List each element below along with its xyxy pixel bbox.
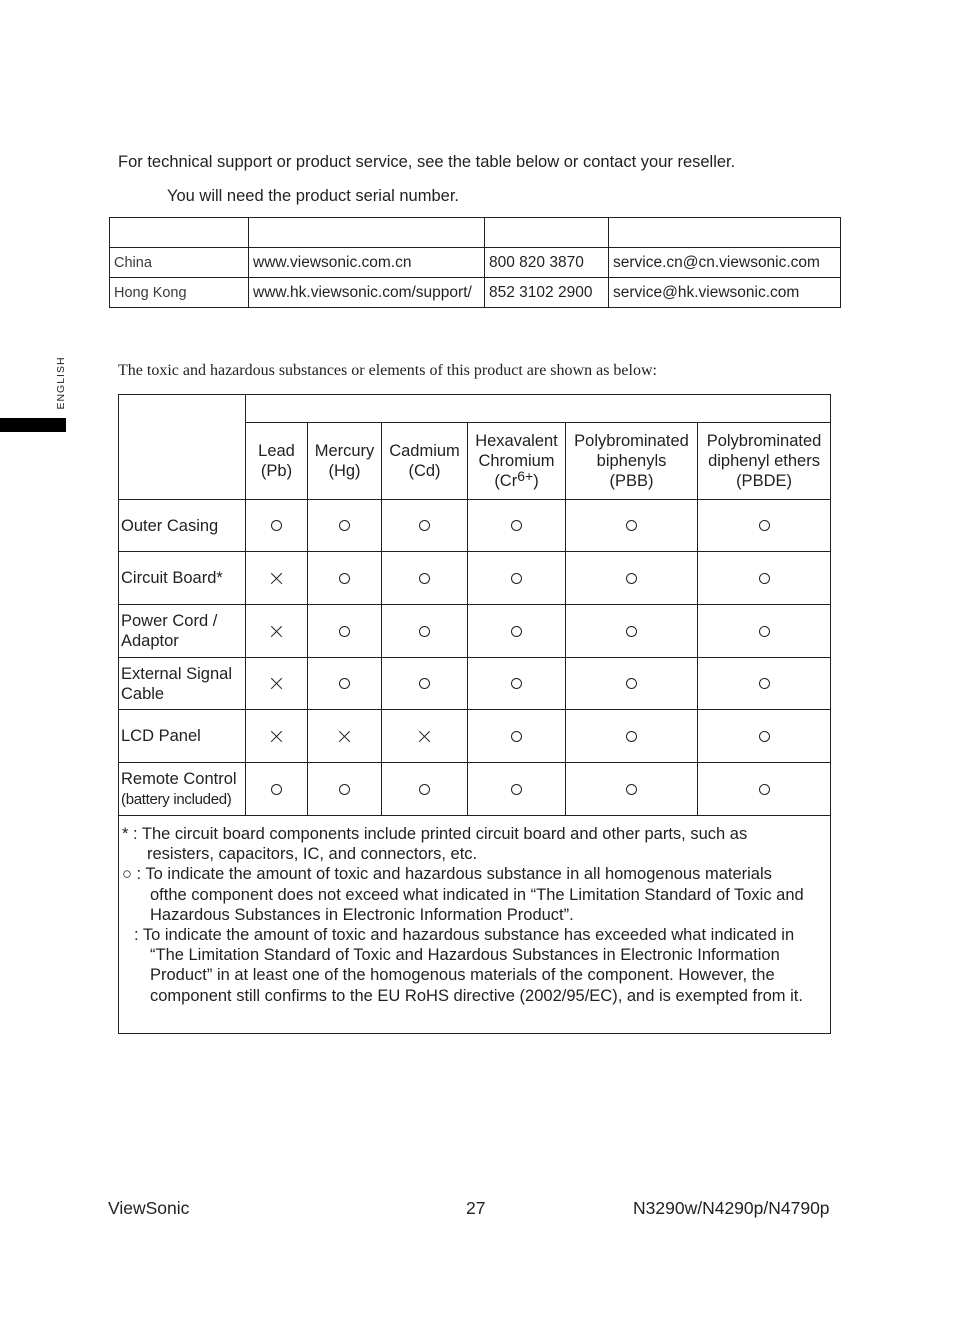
notes-cell (119, 816, 831, 1034)
email-link[interactable]: service@hk.viewsonic.com (609, 278, 841, 308)
circle-icon (419, 520, 430, 531)
circle-icon (759, 731, 770, 742)
table-row (119, 658, 831, 710)
exceeds-limit-cell (246, 710, 308, 763)
circle-icon (759, 573, 770, 584)
exceeds-limit-cell (308, 710, 382, 763)
within-limit-cell (698, 763, 831, 816)
column-header-pbde: Polybrominated diphenyl ethers (PBDE) (698, 423, 831, 500)
circle-icon (511, 784, 522, 795)
circle-icon (626, 626, 637, 637)
within-limit-cell (566, 605, 698, 658)
within-limit-cell (382, 500, 468, 552)
note-cross-line: “The Limitation Standard of Toxic and Hazardous Substances in Electronic Information (150, 946, 780, 965)
within-limit-cell (468, 552, 566, 605)
within-limit-cell (566, 763, 698, 816)
exceeds-limit-cell (246, 552, 308, 605)
within-limit-cell (698, 605, 831, 658)
cross-icon (270, 677, 283, 690)
website-link[interactable]: www.hk.viewsonic.com/support/ (249, 278, 485, 308)
circle-icon (419, 678, 430, 689)
within-limit-cell (468, 500, 566, 552)
within-limit-cell (382, 552, 468, 605)
circle-icon (339, 678, 350, 689)
cross-icon (270, 730, 283, 743)
column-header-lead: Lead (Pb) (246, 423, 308, 500)
within-limit-cell (698, 552, 831, 605)
circle-icon (511, 520, 522, 531)
within-limit-cell (308, 605, 382, 658)
within-limit-cell (698, 500, 831, 552)
within-limit-cell (308, 552, 382, 605)
circle-icon (626, 731, 637, 742)
notes-row (119, 816, 831, 1034)
column-header-mercury: Mercury (Hg) (308, 423, 382, 500)
exceeds-limit-cell (382, 710, 468, 763)
circle-icon (419, 626, 430, 637)
within-limit-cell (382, 658, 468, 710)
circle-icon (271, 784, 282, 795)
substances-group-header (246, 395, 831, 423)
circle-icon (626, 520, 637, 531)
within-limit-cell (468, 605, 566, 658)
language-tab-bar (0, 418, 66, 432)
part-name: Outer Casing (119, 500, 246, 552)
footer-model: N3290w/N4290p/N4790p (633, 1198, 830, 1218)
table-row (110, 248, 841, 278)
within-limit-cell (468, 763, 566, 816)
region-cell: Hong Kong (110, 278, 249, 308)
circle-icon (759, 678, 770, 689)
table-row (119, 763, 831, 816)
part-header-cell (119, 395, 246, 500)
support-header-cell (249, 218, 485, 248)
table-row (119, 552, 831, 605)
table-row (119, 605, 831, 658)
note-circle-line: ofthe component does not exceed what indicated in “The Limitation Standard of Toxic and (150, 885, 804, 904)
circle-icon (419, 573, 430, 584)
note-cross-line: Product” in at least one of the homogenous materials of the component. However, the (150, 966, 775, 985)
exceeds-limit-cell (246, 605, 308, 658)
table-row (110, 278, 841, 308)
part-name: Circuit Board* (119, 552, 246, 605)
within-limit-cell (382, 605, 468, 658)
circle-icon (419, 784, 430, 795)
within-limit-cell (308, 763, 382, 816)
language-tab-label: ENGLISH (55, 356, 67, 410)
support-header-cell (110, 218, 249, 248)
circle-icon (339, 626, 350, 637)
circle-icon (511, 731, 522, 742)
website-link[interactable]: www.viewsonic.com.cn (249, 248, 485, 278)
email-link[interactable]: service.cn@cn.viewsonic.com (609, 248, 841, 278)
circle-icon (759, 784, 770, 795)
cross-icon (270, 572, 283, 585)
within-limit-cell (246, 500, 308, 552)
circle-icon (271, 520, 282, 531)
cross-icon (270, 625, 283, 638)
circle-icon (511, 626, 522, 637)
within-limit-cell (566, 658, 698, 710)
column-header-cadmium: Cadmium (Cd) (382, 423, 468, 500)
support-header-cell (609, 218, 841, 248)
within-limit-cell (566, 710, 698, 763)
circle-icon (759, 520, 770, 531)
cross-icon (418, 730, 431, 743)
exceeds-limit-cell (246, 658, 308, 710)
cross-icon (338, 730, 351, 743)
note-cross-line: : To indicate the amount of toxic and hazardous substance has exceeded what indicated in (134, 926, 795, 945)
table-row (119, 710, 831, 763)
circle-icon (339, 784, 350, 795)
note-circle-line: Hazardous Substances in Electronic Information Product”. (150, 905, 574, 924)
part-name: Power Cord / Adaptor (119, 605, 246, 658)
footer-brand: ViewSonic (108, 1198, 190, 1218)
circle-icon (626, 784, 637, 795)
column-header-pbb: Polybrominated biphenyls (PBB) (566, 423, 698, 500)
support-intro: For technical support or product service, see the table below or contact your reseller. (118, 153, 736, 171)
within-limit-cell (308, 658, 382, 710)
part-name: External Signal Cable (119, 658, 246, 710)
within-limit-cell (308, 500, 382, 552)
support-table-header (110, 218, 841, 248)
within-limit-cell (246, 763, 308, 816)
support-header-cell (485, 218, 609, 248)
circle-icon (339, 573, 350, 584)
circle-icon (511, 678, 522, 689)
substances-intro: The toxic and hazardous substances or elements of this product are shown as below: (118, 362, 657, 379)
part-name: Remote Control (battery included) (119, 763, 246, 816)
within-limit-cell (698, 710, 831, 763)
circle-icon (626, 678, 637, 689)
region-cell: China (110, 248, 249, 278)
note-star-line: resisters, capacitors, IC, and connectors, etc. (147, 845, 478, 864)
within-limit-cell (468, 710, 566, 763)
circle-icon (626, 573, 637, 584)
serial-note: You will need the product serial number. (167, 187, 459, 205)
note-star-line: * : The circuit board components include printed circuit board and other parts, such as (122, 825, 748, 843)
phone-cell: 852 3102 2900 (485, 278, 609, 308)
substances-table (118, 394, 831, 1034)
support-table (109, 217, 841, 308)
footer-page-number: 27 (466, 1198, 486, 1218)
phone-cell: 800 820 3870 (485, 248, 609, 278)
circle-icon (511, 573, 522, 584)
column-header-chromium: Hexavalent Chromium $(Cr^{6+})$ (468, 423, 566, 500)
circle-icon (339, 520, 350, 531)
circle-icon (759, 626, 770, 637)
note-circle-line: ○ : To indicate the amount of toxic and hazardous substance in all homogenous materials (122, 865, 772, 884)
note-cross-line: component still confirms to the EU RoHS directive (2002/95/EC), and is exempted from it. (150, 986, 803, 1005)
within-limit-cell (698, 658, 831, 710)
table-row (119, 500, 831, 552)
substances-header-top (119, 395, 831, 423)
within-limit-cell (566, 500, 698, 552)
within-limit-cell (382, 763, 468, 816)
within-limit-cell (468, 658, 566, 710)
part-name: LCD Panel (119, 710, 246, 763)
within-limit-cell (566, 552, 698, 605)
